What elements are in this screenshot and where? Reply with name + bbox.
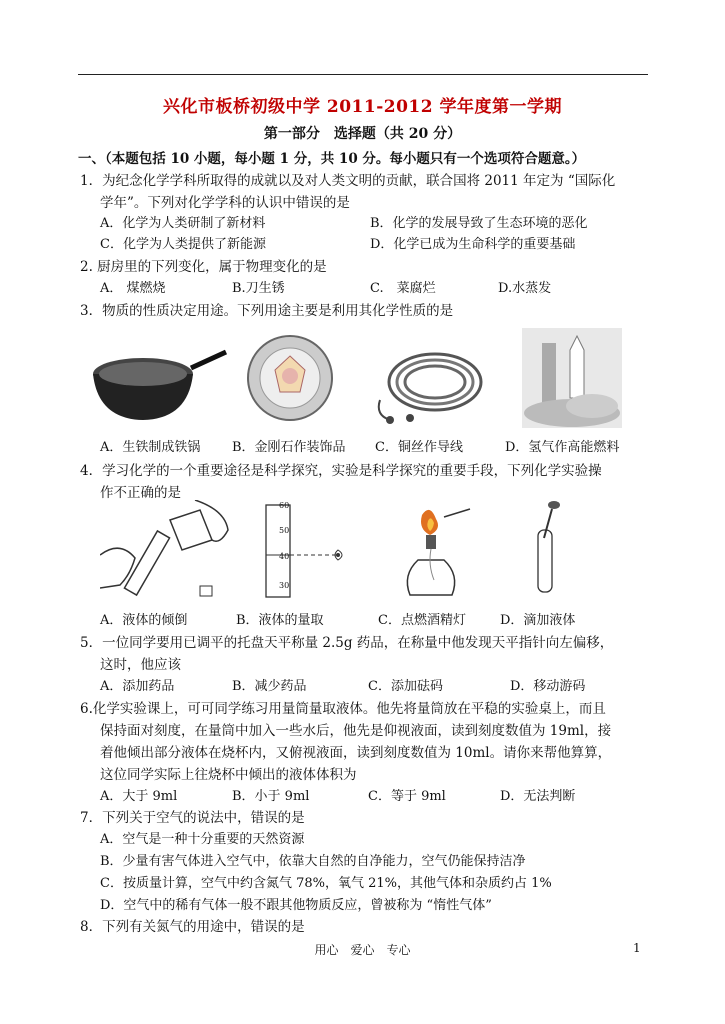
q5-stem-line2: 这时，他应该 — [100, 657, 181, 673]
q3-stem: 3．物质的性质决定用途。下列用途主要是利用其化学性质的是 — [80, 303, 454, 319]
diamond-image — [245, 330, 335, 425]
q1-stem-line1: 1．为纪念化学学科所取得的成就以及对人类文明的贡献，联合国将 2011 年定为 “国际化 — [80, 173, 616, 189]
q5-option-a: A．添加药品 — [100, 679, 175, 694]
q6-stem-line1: 6.化学实验课上，可可同学练习用量筒量取液体。他先将量筒放在平稳的实验桌上，而且 — [80, 701, 606, 717]
q2-stem: 2. 厨房里的下列变化，属于物理变化的是 — [80, 259, 327, 275]
q5-option-b: B．减少药品 — [232, 679, 307, 694]
q4-stem-line1: 4．学习化学的一个重要途径是科学探究，实验是科学探究的重要手段，下列化学实验操 — [80, 463, 602, 479]
q1-stem-line2: 学年”。下列对化学学科的认识中错误的是 — [100, 195, 350, 211]
q2-option-b: B.刀生锈 — [232, 281, 285, 296]
page-title: 兴化市板桥初级中学 2011-2012 学年度第一学期 — [162, 97, 563, 117]
q4-option-c: C．点燃酒精灯 — [378, 613, 466, 628]
q3-option-c: C．铜丝作导线 — [375, 440, 463, 455]
alcohol-lamp-image — [400, 505, 480, 600]
q6-stem-line2: 保持面对刻度，在量筒中加入一些水后，他先是仰视液面，读到刻度数值为 19ml，接 — [100, 723, 612, 739]
part-heading: 第一部分 选择题（共 20 分） — [263, 126, 462, 142]
cyl-tick-30: 30 — [279, 581, 290, 590]
q6-stem-line3: 着他倾出部分液体在烧杯内，又俯视液面，读到刻度数值为 10ml。请你来帮他算算， — [100, 745, 612, 761]
q1-option-a: A．化学为人类研制了新材料 — [100, 216, 266, 231]
q8-stem: 8．下列有关氮气的用途中，错误的是 — [80, 919, 305, 935]
copper-wire-image — [370, 340, 490, 425]
rocket-launch-image — [522, 328, 622, 428]
q7-stem: 7．下列关于空气的说法中，错误的是 — [80, 810, 305, 826]
q2-option-c: C. 菜腐烂 — [370, 281, 436, 296]
q6-option-a: A．大于 9ml — [100, 789, 178, 804]
q7-option-d: D．空气中的稀有气体一般不跟其他物质反应，曾被称为 “惰性气体” — [100, 898, 492, 913]
q4-stem-line2: 作不正确的是 — [100, 485, 181, 501]
pouring-liquid-image — [100, 500, 230, 605]
iron-wok-image — [88, 334, 228, 424]
q6-option-d: D．无法判断 — [500, 789, 576, 804]
cyl-tick-40: 40 — [279, 552, 290, 561]
cyl-tick-60: 60 — [279, 501, 290, 510]
q3-option-b: B．金刚石作装饰品 — [232, 440, 346, 455]
q5-option-d: D．移动游码 — [510, 679, 586, 694]
q3-option-d: D．氢气作高能燃料 — [505, 440, 620, 455]
q5-stem-line1: 5．一位同学要用已调平的托盘天平称量 2.5g 药品，在称量中他发现天平指针向左偏移， — [80, 635, 614, 651]
q7-option-b: B．少量有害气体进入空气中，依靠大自然的自净能力，空气仍能保持洁净 — [100, 854, 526, 869]
section-heading: 一、（本题包括 10 小题，每小题 1 分，共 10 分。每小题只有一个选项符合题意。） — [78, 151, 586, 167]
q7-option-c: C．按质量计算，空气中约含氮气 78%，氧气 21%，其他气体和杂质约占 1% — [100, 876, 552, 891]
q4-option-b: B．液体的量取 — [236, 613, 324, 628]
q2-option-a: A． 煤燃烧 — [100, 281, 166, 296]
q1-option-c: C．化学为人类提供了新能源 — [100, 237, 266, 252]
q1-option-b: B．化学的发展导致了生态环境的恶化 — [370, 216, 588, 231]
q6-stem-line4: 这位同学实际上往烧杯中倾出的液体体积为 — [100, 767, 357, 783]
q3-option-a: A．生铁制成铁锅 — [100, 440, 201, 455]
q6-option-b: B．小于 9ml — [232, 789, 310, 804]
q1-option-d: D．化学已成为生命科学的重要基础 — [370, 237, 576, 252]
q5-option-c: C．添加砝码 — [368, 679, 443, 694]
header-rule — [78, 74, 648, 75]
q7-option-a: A．空气是一种十分重要的天然资源 — [100, 832, 305, 847]
page-number: 1 — [633, 941, 641, 955]
dropper-tube-image — [530, 500, 570, 600]
q4-option-d: D．滴加液体 — [500, 613, 576, 628]
q4-option-a: A．液体的倾倒 — [100, 613, 188, 628]
q2-option-d: D.水蒸发 — [498, 281, 552, 296]
graduated-cylinder-image — [258, 500, 358, 605]
footer-motto: 用心 爱心 专心 — [314, 943, 411, 957]
q6-option-c: C．等于 9ml — [368, 789, 446, 804]
cyl-tick-50: 50 — [279, 526, 290, 535]
